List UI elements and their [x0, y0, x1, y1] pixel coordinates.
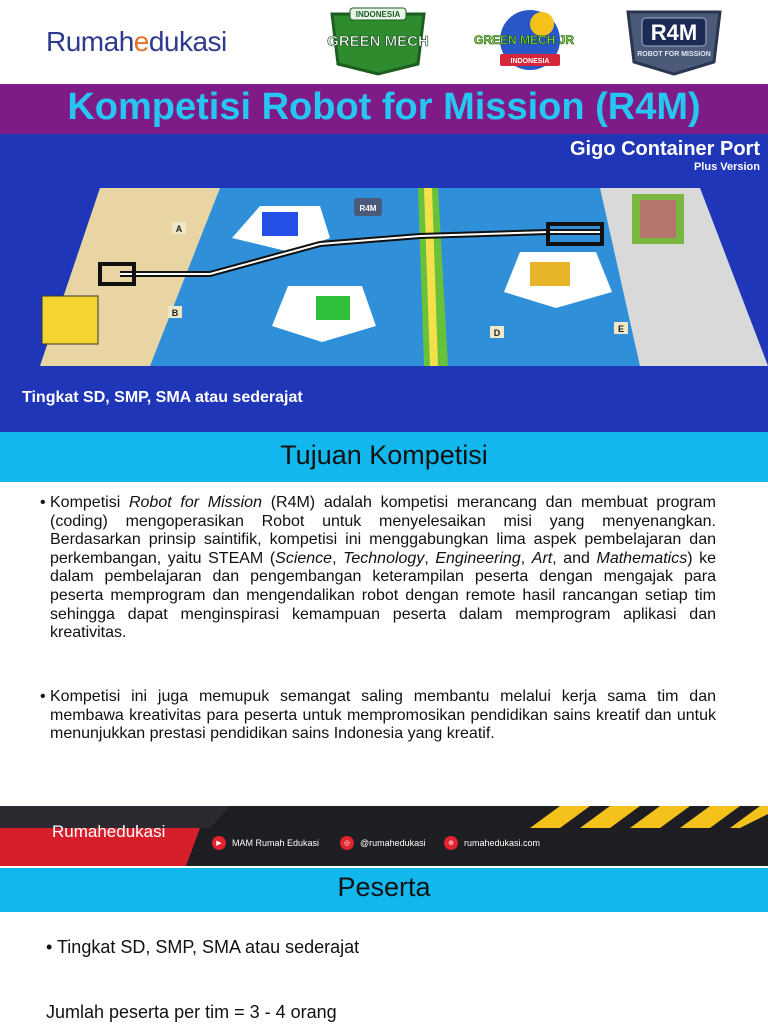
badge-main-text: GREEN MECH	[327, 33, 429, 50]
hero-subtitle-small: Plus Version	[693, 161, 760, 173]
r4m-badge	[620, 6, 728, 76]
bullet-icon: •	[40, 688, 46, 705]
green-mech-badge	[322, 6, 434, 76]
map-label-a: A	[175, 224, 183, 234]
youtube-icon: ▶	[212, 836, 226, 850]
badge-jr-sub: INDONESIA	[510, 58, 550, 65]
badge-top-text: INDONESIA	[355, 10, 401, 19]
map-label-b: B	[171, 308, 179, 318]
footer-instagram[interactable]: ◎ @rumahedukasi	[340, 836, 426, 850]
peserta-team-size: Jumlah peserta per tim = 3 - 4 orang	[46, 1002, 337, 1022]
badge-jr-text: GREEN MECH JR	[473, 33, 575, 47]
map-label-d: D	[493, 328, 501, 338]
footer-brand: Rumahedukasi	[52, 822, 166, 841]
tujuan-bullet-1: • Kompetisi Robot for Mission (R4M) adalah kompetisi merancang dan membuat program (coding) mengoperasikan Robot untuk menyelesaikan misi yang menyenangkan. Berdasarkan prinsip saintifik, kompetisi ini menggabungkan lima aspek pembelajaran dan perkembangan, yaitu STEAM (Science, Technology, Engineering, Art, and Mathematics) ke dalam pembelajaran dan pengembangan keterampilan peserta dengan mengajak para peserta memprogram dan mengendalikan robot dengan remote hasil rancangan setiap tim sehingga dapat menginspirasi kemampuan peserta dalam memprogram aplikasi dan kreativitas.	[40, 494, 716, 642]
rumahedukasi-logo: Rumahedukasi	[46, 26, 227, 57]
badge-r4m-text: R4M	[650, 20, 698, 45]
peserta-heading: Peserta	[337, 872, 431, 902]
instagram-icon: ◎	[340, 836, 354, 850]
globe-icon: ⊕	[444, 836, 458, 850]
green-mech-jr-badge	[473, 6, 576, 76]
hero-subtitle: Gigo Container Port	[570, 138, 760, 160]
map-label-e: E	[617, 324, 625, 334]
tujuan-heading: Tujuan Kompetisi	[280, 440, 488, 470]
bullet-icon: •	[46, 937, 57, 957]
footer-website[interactable]: ⊕ rumahedukasi.com	[444, 836, 540, 850]
badge-r4m-sub: ROBOT FOR MISSION	[637, 51, 711, 58]
hero-level-text: Tingkat SD, SMP, SMA atau sederajat	[22, 389, 303, 406]
page-title: Kompetisi Robot for Mission (R4M)	[67, 86, 701, 128]
peserta-bullet: • Tingkat SD, SMP, SMA atau sederajat	[46, 937, 360, 957]
map-label-r4m: R4M	[359, 204, 377, 213]
competition-map-illustration	[0, 180, 768, 372]
bullet-icon: •	[40, 494, 46, 511]
tujuan-bullet-2: • Kompetisi ini juga memupuk semangat saling membantu melalui kerja sama tim dan membawa kreativitas para peserta untuk mempromosikan pendidikan sains kreatif dan untuk menunjukkan prestasi pendidikan sains Indonesia yang kreatif.	[40, 688, 716, 743]
footer-youtube[interactable]: ▶ MAM Rumah Edukasi	[212, 836, 319, 850]
